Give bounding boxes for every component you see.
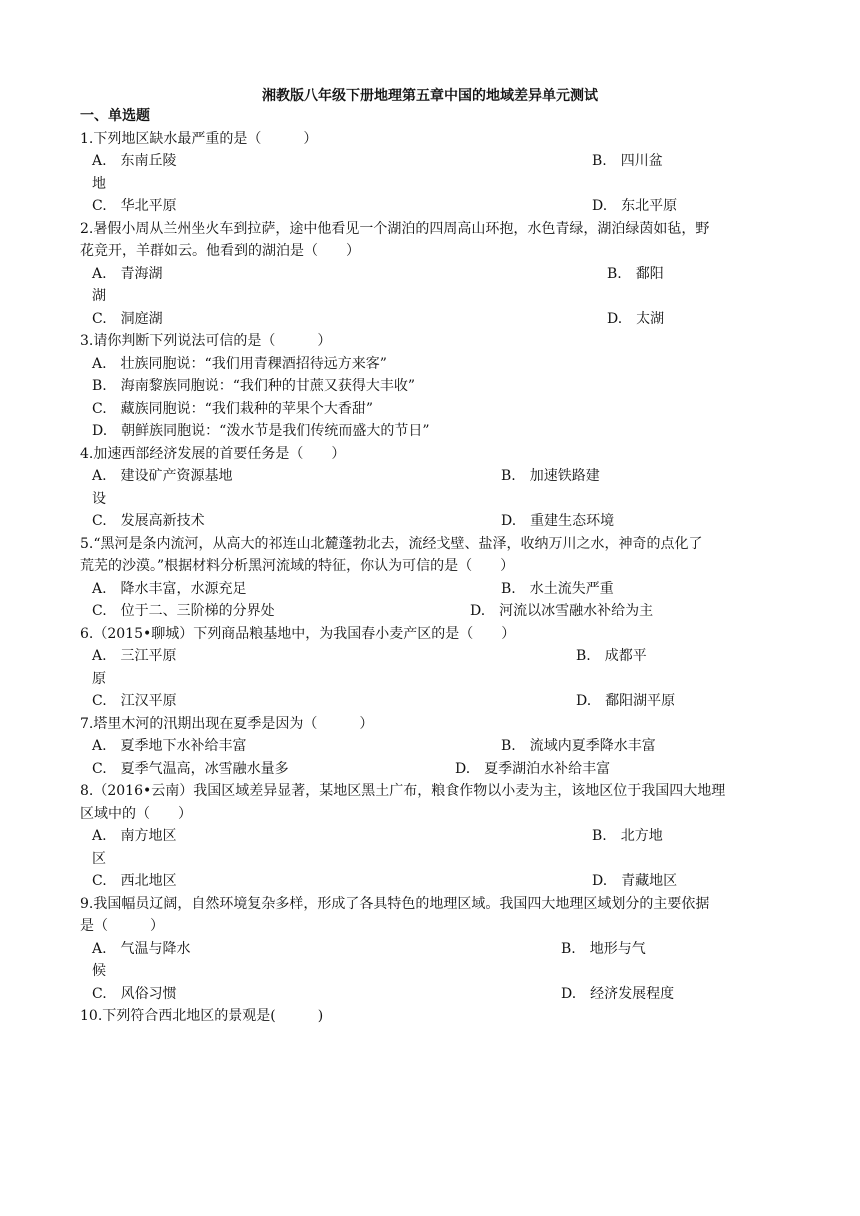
question-2-option-a: A. 青海湖 [92, 266, 163, 282]
question-3-option-a: A. 壮族同胞说：“我们用青稞酒招待远方来客” [92, 356, 387, 372]
question-9-option-b-wrap: 候 [92, 963, 106, 979]
question-8-option-b: B. 北方地 [592, 828, 663, 844]
question-2-option-c: C. 洞庭湖 [92, 311, 163, 327]
question-8-option-a: A. 南方地区 [92, 828, 177, 844]
question-8-option-b-wrap: 区 [92, 851, 106, 867]
question-10-stem: 10.下列符合西北地区的景观是( ) [80, 1008, 324, 1024]
question-5-option-d: D. 河流以冰雪融水补给为主 [470, 603, 654, 619]
question-9-stem-line2: 是（ ） [80, 918, 164, 934]
question-9-option-c: C. 风俗习惯 [92, 986, 177, 1002]
question-6-option-d: D. 鄱阳湖平原 [576, 693, 676, 709]
question-6-stem: 6.（2015•聊城）下列商品粮基地中，为我国春小麦产区的是（ ） [80, 626, 516, 642]
question-7-option-b: B. 流域内夏季降水丰富 [501, 738, 656, 754]
page-title: 湘教版八年级下册地理第五章中国的地域差异单元测试 [262, 88, 598, 104]
question-2-option-b: B. 鄱阳 [607, 266, 664, 282]
question-9-option-a: A. 气温与降水 [92, 941, 191, 957]
question-6-option-b-wrap: 原 [92, 671, 106, 687]
question-5-option-c: C. 位于二、三阶梯的分界处 [92, 603, 275, 619]
question-1-option-b: B. 四川盆 [592, 153, 663, 169]
question-4-option-a: A. 建设矿产资源基地 [92, 468, 233, 484]
question-6-option-a: A. 三江平原 [92, 648, 177, 664]
question-3-option-b: B. 海南黎族同胞说：“我们种的甘蔗又获得大丰收” [92, 378, 416, 394]
question-9-option-d: D. 经济发展程度 [561, 986, 675, 1002]
question-2-stem-line1: 2.暑假小周从兰州坐火车到拉萨，途中他看见一个湖泊的四周高山环抱，水色青绿，湖泊绿茵如毡，野 [80, 221, 710, 237]
question-2-stem-line2: 花竞开，羊群如云。他看到的湖泊是（ ） [80, 243, 360, 259]
question-6-option-c: C. 江汉平原 [92, 693, 177, 709]
question-6-option-b: B. 成都平 [576, 648, 647, 664]
question-7-stem: 7.塔里木河的汛期出现在夏季是因为（ ） [80, 716, 374, 732]
question-2-option-b-wrap: 湖 [92, 288, 106, 304]
question-8-stem-line2: 区域中的（ ） [80, 806, 192, 822]
question-7-option-c: C. 夏季气温高，冰雪融水量多 [92, 761, 289, 777]
question-1-option-d: D. 东北平原 [592, 198, 678, 214]
question-4-option-b-wrap: 设 [92, 491, 106, 507]
question-9-stem-line1: 9.我国幅员辽阔，自然环境复杂多样，形成了各具特色的地理区域。我国四大地理区域划分的主要依据 [80, 896, 710, 912]
question-3-option-c: C. 藏族同胞说：“我们栽种的苹果个大香甜” [92, 401, 373, 417]
question-5-option-a: A. 降水丰富，水源充足 [92, 581, 247, 597]
question-5-option-b: B. 水土流失严重 [501, 581, 614, 597]
question-7-option-a: A. 夏季地下水补给丰富 [92, 738, 247, 754]
question-2-option-d: D. 太湖 [607, 311, 665, 327]
section-heading: 一、单选题 [80, 108, 150, 124]
question-3-stem: 3.请你判断下列说法可信的是（ ） [80, 333, 332, 349]
question-7-option-d: D. 夏季湖泊水补给丰富 [455, 761, 611, 777]
question-1-option-b-wrap: 地 [92, 176, 106, 192]
question-1-option-c: C. 华北平原 [92, 198, 177, 214]
question-4-stem: 4.加速西部经济发展的首要任务是（ ） [80, 446, 346, 462]
question-4-option-c: C. 发展高新技术 [92, 513, 205, 529]
question-5-stem-line2: 荒芜的沙漠。”根据材料分析黑河流域的特征，你认为可信的是（ ） [80, 558, 515, 574]
question-3-option-d: D. 朝鲜族同胞说：“泼水节是我们传统而盛大的节日” [92, 423, 430, 439]
question-4-option-b: B. 加速铁路建 [501, 468, 600, 484]
question-4-option-d: D. 重建生态环境 [501, 513, 615, 529]
question-8-option-c: C. 西北地区 [92, 873, 177, 889]
question-8-option-d: D. 青藏地区 [592, 873, 678, 889]
question-9-option-b: B. 地形与气 [561, 941, 646, 957]
question-1-stem: 1.下列地区缺水最严重的是（ ） [80, 131, 318, 147]
question-1-option-a: A. 东南丘陵 [92, 153, 177, 169]
question-5-stem-line1: 5.“黑河是条内流河，从高大的祁连山北麓蓬勃北去，流经戈壁、盐泽，收纳万川之水，神奇的点化了 [80, 536, 703, 552]
question-8-stem-line1: 8.（2016•云南）我国区域差异显著，某地区黑土广布，粮食作物以小麦为主，该地区位于我国四大地理 [80, 783, 726, 799]
